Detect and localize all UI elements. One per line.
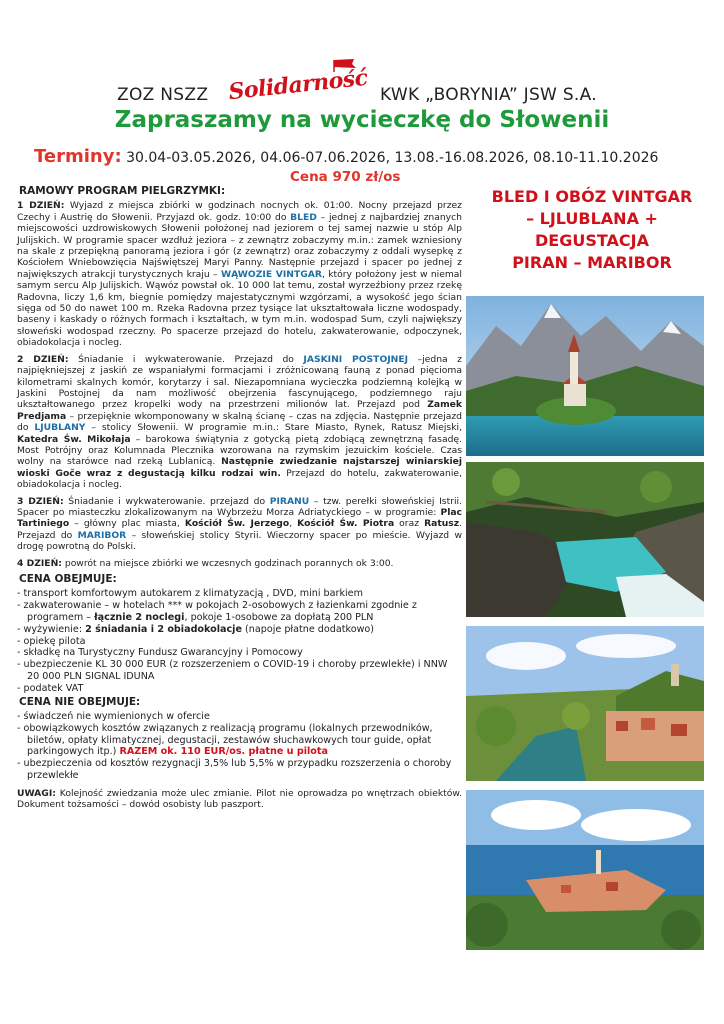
- organizer-left: ZOZ NSZZ: [117, 85, 209, 105]
- day-3-label: 3 DZIEŃ:: [17, 495, 64, 507]
- day-2-text: – przepięknie wkomponowany w skalną ścianę – czas na zdjęcia. Następnie przejazd do: [17, 410, 462, 434]
- terms-dates: 30.04-03.05.2026, 04.06-07.06.2026, 13.08.-16.08.2026, 08.10-11.10.2026: [126, 150, 659, 166]
- place-cathedral: Katedra Św. Mikołaja: [17, 433, 131, 445]
- place-town-hall: Ratusz: [424, 518, 460, 530]
- notes-text: Kolejność zwiedzania może ulec zmianie. Pilot nie oprowadza po wnętrzach obiektów. Dokument tożsamości – dowód osobisty lub paszport.: [17, 787, 462, 811]
- includes-list: [17, 588, 462, 694]
- logo-text: Solidarność: [227, 64, 369, 106]
- day-4-text: powrót na miejsce zbiórki we wczesnych godzinach porannych ok 3:00.: [61, 557, 394, 569]
- place-st-peter: Kościół Św. Piotra: [297, 518, 395, 530]
- list-item: [17, 588, 462, 600]
- list-item-text: ubezpieczenia od kosztów rezygnacji 3,5% lub 5,5% w przypadku rozszerzenia o choroby przewlekłe: [23, 758, 452, 781]
- list-item: [17, 624, 462, 636]
- extra-cost: RAZEM ok. 110 EUR/os. płatne u pilota: [119, 746, 328, 758]
- solidarnosc-logo: [222, 58, 374, 106]
- program-column: [17, 186, 462, 816]
- list-item-text: obowiązkowych kosztów związanych z realizacją programu (lokalnych przewodników, biletów, opłaty klimatycznej, degustacji, zestawów słuchawkowych tour guide, opłat parkingowych itp.): [23, 722, 433, 758]
- program-heading: RAMOWY PROGRAM PIELGRZYMKI:: [19, 185, 226, 197]
- day-3-text: – główny plac miasta,: [69, 518, 185, 530]
- list-item: [17, 659, 462, 683]
- day-1-text: , który położony jest w niemal samym sercu Alp Julijskich. Wąwóz powstał ok. 10 000 lat temu, został wyrzeźbiony przez rzekę Radovna, liczy 1,6 km, biegnie pomiędzy majestatycznymi wzgórzami, a wysokość jego ścian sięga od 50 do nawet 100 m. Rzeka Radovna przez tysiące lat ukształtowała liczne wodospady, baseny i kaskady o różnych formach i kształtach, w tym m.in. wodospad Sum, czyli największy słoweński wodospad rzeczny. Po spacerze przejazd do hotelu, zakwaterowanie, odpoczynek, obiadokolacja i nocleg.: [17, 268, 462, 349]
- day-2-text: –jedna z najpiękniejszej z jaskiń ze wspaniałymi formacjami i zróżnicowaną fauną z ponad pięcioma kilometrami skalnych komór, korytarzy i sal. Niezapomniana wycieczka podziemną kolejką w Jaskini Postojnej da nam możliwość obejrzenia fascynującego, podziemnego raju ukształtowanego przez kropelki wody na przestrzeni milionów lat. Przejazd pod: [17, 353, 463, 411]
- price: Cena 970 zł/os: [290, 169, 401, 185]
- includes-heading: CENA OBEJMUJE:: [19, 573, 117, 585]
- list-item: [17, 683, 462, 695]
- day-2-text: Śniadanie i wykwaterowanie. Przejazd do: [68, 353, 304, 365]
- day-1-text: – jednej z najbardziej znanych miejscowości uzdrowiskowych Słowenii położonej nad jeziorem o tej samej nazwie u stóp Alp Julijskich. W programie spacer wzdłuż jeziora – z zewnątrz zobaczymy m.in.: zamek wzniesiony na skale z przepiękną panoramą jeziora i gór (z zewnątrz) oraz zobaczymy z oddali wysepkę z Kościołem Wniebowzięcia Najświętszej Maryi Panny. Następnie przejazd i spacer po jednej z największych atrakcji turystycznych kraju –: [17, 211, 462, 280]
- list-item-text: zakwaterowanie – w hotelach *** w pokojach 2-osobowych z łazienkami zgodnie z programem –: [23, 600, 417, 623]
- place-st-george: Kościół Św. Jerzego: [184, 518, 290, 530]
- list-item-emph: łącznie 2 noclegi: [94, 612, 185, 623]
- list-item: [17, 723, 462, 758]
- list-item: [17, 647, 462, 659]
- organizer-right: KWK „BORYNIA” JSW S.A.: [380, 85, 597, 105]
- ljubljana-photo: [466, 626, 704, 781]
- day-3-text: Śniadanie i wykwaterowanie. przejazd do: [63, 495, 270, 507]
- day-2-text: – stolicy Słowenii. W programie m.in.: Stare Miasto, Rynek, Ratusz Miejski,: [85, 422, 462, 434]
- notes: [17, 788, 462, 811]
- day-3-text: – słoweńskiej stolicy Styrii. Wieczorny spacer po mieście. Wyjazd w drogę powrotną do Polski.: [17, 529, 462, 553]
- day-3-text: ,: [289, 518, 298, 530]
- list-item: [17, 636, 462, 648]
- vintgar-gorge-photo: [466, 462, 704, 617]
- terms-label: Terminy:: [34, 146, 122, 167]
- list-item-text: opiekę pilota: [23, 635, 86, 647]
- place-piran: PIRANU: [269, 495, 310, 507]
- day-1: [17, 200, 462, 348]
- excludes-heading: CENA NIE OBEJMUJE:: [19, 695, 141, 708]
- day-2-label: 2 DZIEŃ:: [17, 353, 69, 365]
- day-4: [17, 558, 462, 569]
- list-item-text: świadczeń nie wymienionych w ofercie: [23, 710, 210, 722]
- wine-tasting: Następnie zwiedzanie najstarszej winiarskiej wioski Goče wraz z degustacją kilku rodzai win.: [17, 456, 462, 479]
- list-item-text: , pokoje 1-osobowe za dopłatą 200 PLN: [184, 612, 374, 623]
- list-item-emph: 2 śniadania i 2 obiadokolacje: [85, 623, 242, 635]
- day-3: [17, 496, 462, 553]
- day-3-text: – tzw. perełki słoweńskiej Istrii. Spacer po miasteczku zlokalizowanym na Wybrzeżu Morza Adriatyckiego – w programie:: [17, 495, 462, 518]
- piran-photo: [466, 790, 704, 950]
- list-item-text: (napoje płatne dodatkowo): [241, 623, 375, 635]
- day-3-text: . Przejazd do: [17, 518, 463, 541]
- excludes-list: [17, 711, 462, 782]
- terms-line: [34, 146, 658, 167]
- list-item-text: transport komfortowym autokarem z klimatyzacją , DVD, mini barkiem: [23, 588, 363, 600]
- place-tartini: Plac Tartiniego: [17, 506, 462, 530]
- day-3-text: oraz: [394, 518, 425, 530]
- bled-lake-photo: [466, 296, 704, 456]
- day-4-label: 4 DZIEŃ:: [17, 557, 62, 569]
- day-2-text: Przejazd do hotelu, zakwaterowanie, obiadokolacja i nocleg.: [17, 467, 462, 491]
- list-item-text: podatek VAT: [23, 682, 84, 694]
- place-vintgar: WĄWOZIE VINTGAR: [220, 268, 322, 280]
- day-1-text: Wyjazd z miejsca zbiórki w godzinach nocnych ok. 01:00. Nocny przejazd przez Czechy i Austrię do Słowenii. Przyjazd ok. godz. 10:00 do: [17, 200, 463, 223]
- list-item-text: wyżywienie:: [23, 623, 86, 635]
- place-maribor: MARIBOR: [77, 529, 127, 541]
- place-postojna: JASKINI POSTOJNEJ: [303, 353, 409, 365]
- list-item: [17, 758, 462, 782]
- day-2: [17, 354, 462, 491]
- notes-label: UWAGI:: [17, 787, 56, 799]
- trip-title: [472, 186, 712, 274]
- place-ljubljana: LJUBLANY: [34, 422, 86, 434]
- trip-title-line: – LJLUBLANA +: [526, 209, 658, 228]
- place-predjama: Zamek Predjama: [17, 399, 462, 422]
- trip-title-line: BLED I OBÓZ VINTGAR: [491, 187, 693, 206]
- day-1-label: 1 DZIEŃ:: [17, 200, 65, 212]
- trip-title-line: PIRAN – MARIBOR: [512, 253, 672, 272]
- list-item: [17, 711, 462, 723]
- place-bled: BLED: [290, 211, 317, 223]
- page-title: Zapraszamy na wycieczkę do Słowenii: [114, 107, 610, 133]
- list-item-text: ubezpieczenie KL 30 000 EUR (z rozszerzeniem o COVID-19 i choroby przewlekłe) i NNW 20 000 PLN SIGNAL IDUNA: [23, 659, 448, 682]
- list-item-text: składkę na Turystyczny Fundusz Gwarancyjny i Pomocowy: [23, 647, 303, 659]
- trip-title-line: DEGUSTACJA: [535, 231, 649, 250]
- list-item: [17, 600, 462, 624]
- day-2-text: – barokowa świątynia z gotycką pietą zdobiącą zewnętrzną fasadę. Most Potrójny oraz Kolumnada Plecznika wzorowana na rzymskim jezuickim kościele. Czas wolny na starówce nad rzeką Lublanicą.: [17, 433, 463, 468]
